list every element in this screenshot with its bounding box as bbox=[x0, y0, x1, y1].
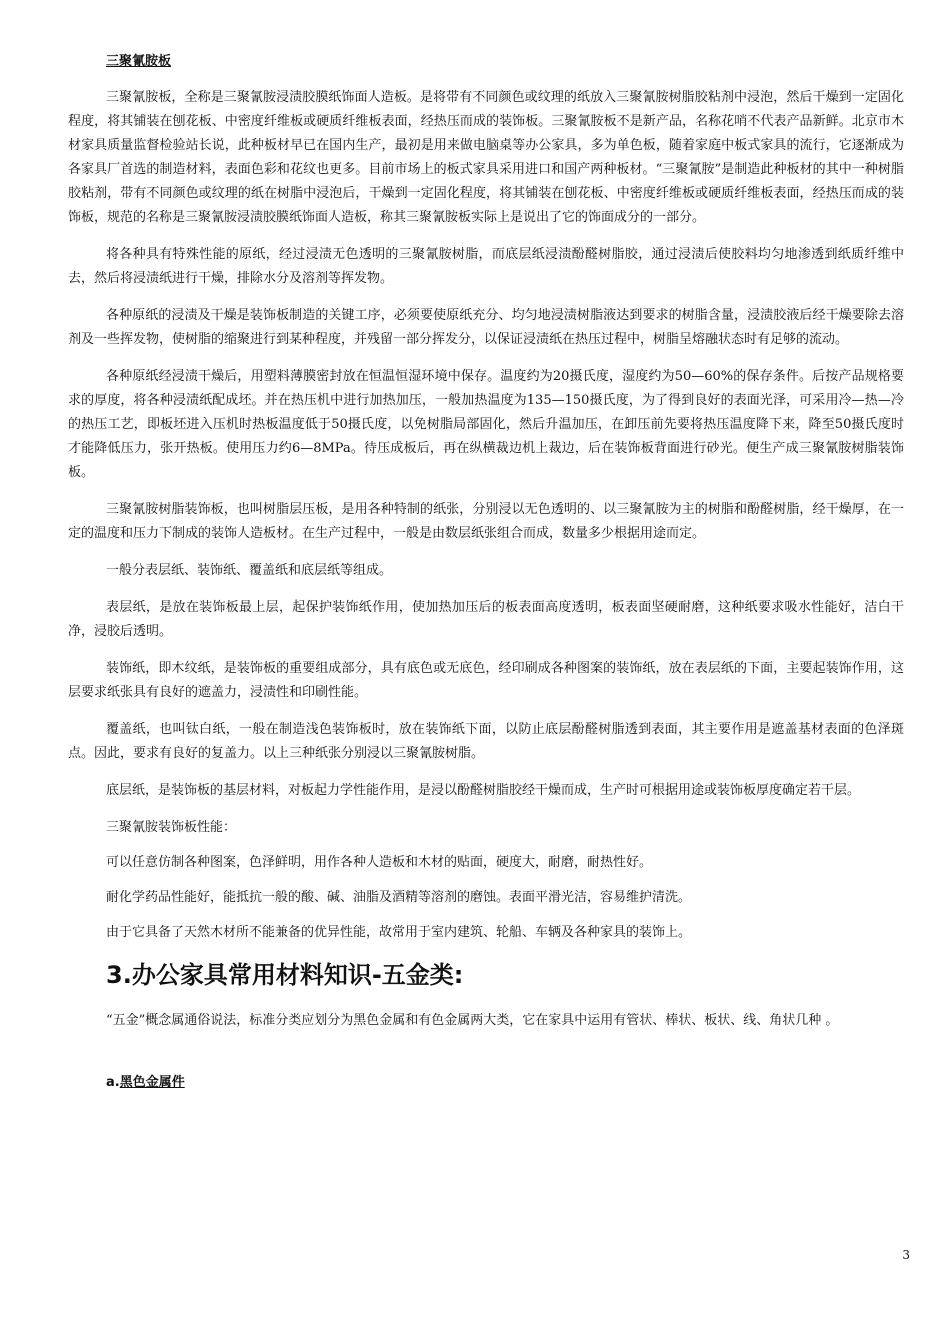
paragraph-melamine-intro: 三聚氰胺板，全称是三聚氰胺浸渍胶膜纸饰面人造板。是将带有不同颜色或纹理的纸放入三聚氰胺树脂胶粘剂中浸泡，然后干燥到一定固化程度，将其铺装在刨花板、中密度纤维板或硬质纤维板表面，经热压而成的装饰板。三聚氰胺板不是新产品，名称花哨不代表产品新鲜。北京市木材家具质量监督检验站长说，此种板材早已在国内生产，最初是用来做电脑桌等办公家具，多为单色板，随着家庭中板式家具的流行，它逐渐成为各家具厂首选的制造材料，表面色彩和花纹也更多。目前市场上的板式家具采用进口和国产两种板材。“三聚氰胺”是制造此种板材的其中一种树脂胶粘剂，带有不同颜色或纹理的纸在树脂中浸泡后，干燥到一定固化程度，将其铺装在刨花板、中密度纤维板或硬质纤维板表面，经热压而成的装饰板，规范的名称是三聚氰胺浸渍胶膜纸饰面人造板，称其三聚氰胺板实际上是说出了它的饰面成分的一部分。 bbox=[68, 90, 904, 225]
paragraph-properties-title: 三聚氰胺装饰板性能： bbox=[106, 820, 237, 835]
paragraph-property-patterns: 可以任意仿制各种图案，色泽鲜明，用作各种人造板和木材的贴面，硬度大，耐磨，耐热性好。 bbox=[106, 855, 653, 870]
paragraph-decor-paper: 装饰纸，即木纹纸，是装饰板的重要组成部分，具有底色或无底色，经印刷成各种图案的装饰纸，放在表层纸的下面，主要起装饰作用，这层要求纸张具有良好的遮盖力，浸渍性和印刷性能。 bbox=[68, 661, 904, 700]
paragraph-surface-paper: 表层纸，是放在装饰板最上层，起保护装饰纸作用，使加热加压后的板表面高度透明，板表面坚硬耐磨，这种纸要求吸水性能好，洁白干净，浸胶后透明。 bbox=[68, 600, 904, 639]
document-body bbox=[68, 52, 904, 1107]
paragraph-impregnation: 将各种具有特殊性能的原纸，经过浸渍无色透明的三聚氰胺树脂，而底层纸浸渍酚醛树脂胶，通过浸渍后使胶料均匀地渗透到纸质纤维中去，然后将浸渍纸进行干燥，排除水分及溶剂等挥发物。 bbox=[68, 247, 904, 286]
paragraph-property-chemical: 耐化学药品性能好，能抵抗一般的酸、碱、油脂及酒精等溶剂的磨蚀。表面平滑光洁，容易维护清洗。 bbox=[106, 890, 692, 905]
paragraph-property-usage: 由于它具备了天然木材所不能兼备的优异性能，故常用于室内建筑、轮船、车辆及各种家具的装饰上。 bbox=[106, 925, 692, 940]
subsection-prefix: a. bbox=[106, 1075, 120, 1090]
paragraph-overlay-paper: 覆盖纸，也叫钛白纸，一般在制造浅色装饰板时，放在装饰纸下面，以防止底层酚醛树脂透到表面，其主要作用是遮盖基材表面的色泽斑点。因此，要求有良好的复盖力。以上三种纸张分别浸以三聚氰胺树脂。 bbox=[68, 722, 904, 761]
subsection-title: 黑色金属件 bbox=[119, 1075, 185, 1090]
subsection-ferrous-metal bbox=[106, 1073, 904, 1093]
paragraph-base-paper: 底层纸，是装饰板的基层材料，对板起力学性能作用，是浸以酚醛树脂胶经干燥而成，生产时可根据用途或装饰板厚度确定若干层。 bbox=[106, 783, 861, 798]
paragraph-hardware-intro: “五金”概念属通俗说法，标准分类应划分为黑色金属和有色金属两大类，它在家具中运用有管状、棒状、板状、线、角状几种 。 bbox=[106, 1013, 839, 1028]
paragraph-drying-process: 各种原纸的浸渍及干燥是装饰板制造的关键工序，必须要使原纸充分、均匀地浸渍树脂液达到要求的树脂含量，浸渍胶液后经干燥要除去溶剂及一些挥发物，使树脂的缩聚进行到某种程度，并残留一部分挥发分，以保证浸渍纸在热压过程中，树脂呈熔融状态时有足够的流动。 bbox=[68, 308, 904, 347]
paragraph-hot-pressing: 各种原纸经浸渍干燥后，用塑料薄膜密封放在恒温恒湿环境中保存。温度约为20摄氏度，湿度约为50—60%的保存条件。后按产品规格要求的厚度，将各种浸渍纸配成坯。并在热压机中进行加热加压，一般加热温度为135—150摄氏度，为了得到良好的表面光泽，可采用冷—热—冷的热压工艺，即板坯进入压机时热板温度低于50摄氏度，以免树脂局部固化，然后升温加压，在卸压前先要将热压温度降下来，降至50摄氏度时才能降低压力，张开热板。使用压力约6—8MPa。待压成板后，再在纵横裁边机上裁边，后在装饰板背面进行砂光。便生产成三聚氰胺树脂装饰板。 bbox=[68, 369, 904, 480]
paragraph-paper-layers: 一般分表层纸、装饰纸、覆盖纸和底层纸等组成。 bbox=[106, 563, 393, 578]
paragraph-laminate-board: 三聚氰胺树脂装饰板，也叫树脂层压板，是用各种特制的纸张，分别浸以无色透明的、以三聚氰胺为主的树脂和酚醛树脂，经干燥厚，在一定的温度和压力下制成的装饰人造板材。在生产过程中，一般是由数层纸张组合而成，数量多少根据用途而定。 bbox=[68, 502, 904, 541]
section-heading-hardware: 3.办公家具常用材料知识-五金类: bbox=[106, 961, 464, 989]
melamine-board-heading: 三聚氰胺板 bbox=[106, 54, 172, 69]
page-number: 3 bbox=[902, 1248, 910, 1262]
